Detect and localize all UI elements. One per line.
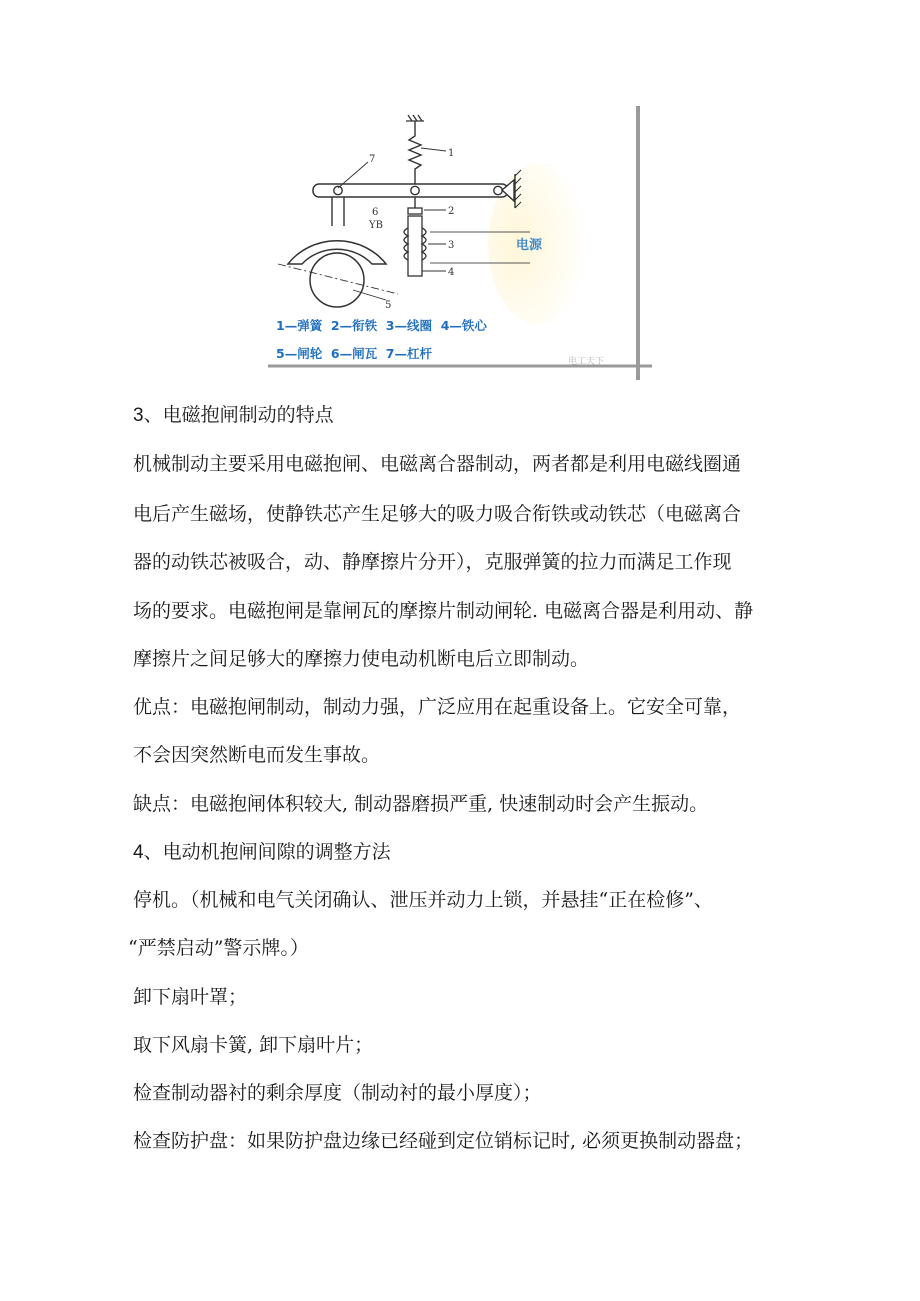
- section3-paragraph-line: 器的动铁芯被吸合，动、静摩擦片分开），克服弹簧的拉力而满足工作现: [133, 551, 732, 573]
- step-line: 停机。（机械和电气关闭确认、泄压并动力上锁，并悬挂“正在检修”、: [133, 889, 713, 911]
- section3-heading: [133, 403, 334, 428]
- section3-paragraph-line: 摩擦片之间足够大的摩擦力使电动机断电后立即制动。: [133, 648, 590, 670]
- step-line: “严禁启动”警示牌。）: [128, 937, 309, 959]
- lever-pivot-mid: [411, 186, 419, 194]
- armature-shape: [408, 208, 422, 214]
- step-line: 取下风扇卡簧, 卸下扇叶片；: [133, 1034, 374, 1056]
- step-line: 检查防护盘：如果防护盘边缘已经碰到定位销标记时, 必须更换制动器盘；: [133, 1130, 754, 1152]
- label-2: 2: [448, 206, 455, 217]
- label-3: 3: [448, 240, 455, 251]
- label-5: 5: [385, 300, 392, 311]
- label-4: 4: [448, 267, 455, 278]
- section4-title: 、电动机抱闸间隙的调整方法: [143, 841, 391, 863]
- advantage-line: 不会因突然断电而发生事故。: [133, 744, 381, 766]
- section3-paragraph-line: 电后产生磁场，使静铁芯产生足够大的吸力吸合衔铁或动铁芯（电磁离合: [133, 503, 742, 525]
- advantage-line: 优点：电磁抱闸制动，制动力强，广泛应用在起重设备上。它安全可靠，: [133, 696, 742, 718]
- watermark-text: 电工天下: [568, 357, 605, 367]
- label-1: 1: [448, 148, 455, 159]
- legend-line-2: 5—闸轮 6—闸瓦 7—杠杆: [276, 346, 433, 361]
- section4-number: 4: [133, 842, 144, 863]
- iron-core-shape: [408, 216, 422, 276]
- disadvantage-line: 缺点：电磁抱闸体积较大, 制动器磨损严重, 快速制动时会产生振动。: [133, 793, 709, 815]
- label-yb: YB: [369, 220, 383, 231]
- label-7: 7: [369, 154, 376, 165]
- section3-title: 、电磁抱闸制动的特点: [143, 404, 334, 426]
- brake-wheel-shape: [310, 253, 364, 307]
- section3-number: 3: [133, 405, 144, 426]
- lever-pivot-right: [494, 186, 502, 194]
- section4-heading: [133, 840, 391, 865]
- section3-paragraph-line: 机械制动主要采用电磁抱闸、电磁离合器制动，两者都是利用电磁线圈通: [133, 453, 742, 475]
- legend-line-1: 1—弹簧 2—衔铁 3—线圈 4—铁心: [276, 318, 487, 333]
- step-line: 检查制动器衬的剩余厚度（制动衬的最小厚度）；: [133, 1082, 542, 1104]
- section3-paragraph-line: 场的要求。电磁抱闸是靠闸瓦的摩擦片制动闸轮. 电磁离合器是利用动、静: [133, 600, 754, 622]
- power-label: 电源: [516, 238, 543, 253]
- brake-diagram-figure: [268, 104, 654, 380]
- label-6: 6: [372, 207, 379, 218]
- step-line: 卸下扇叶罩；: [133, 986, 248, 1008]
